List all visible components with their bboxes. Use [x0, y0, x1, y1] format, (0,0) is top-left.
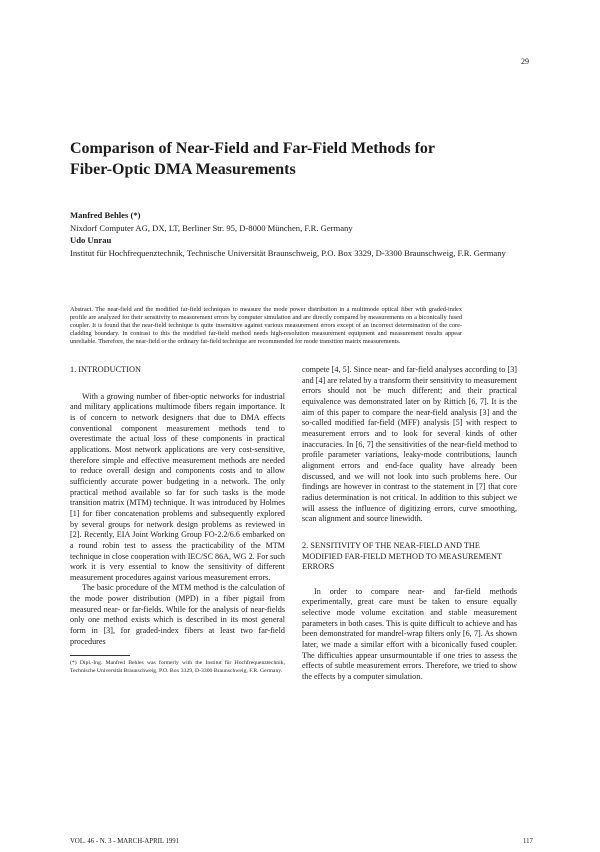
author-block [70, 209, 540, 259]
body-paragraph: The basic procedure of the MTM method is the calculation of the mode power distribution (MPD) in a fiber pigtail from measured near- or far-fields. While for the analysis of near-fields only one method exists which is described in its most general form in [3], for graded-index fibers at least two far-field procedures [70, 583, 285, 646]
paper-title: Comparison of Near-Field and Far-Field Methods for Fiber-Optic DMA Measurements [70, 140, 435, 178]
left-column [70, 365, 285, 675]
footnote-divider [70, 655, 130, 656]
section-heading-sensitivity: 2. SENSITIVITY OF THE NEAR-FIELD AND THE MODIFIED FAR-FIELD METHOD TO MEASUREMENT ERRORS [302, 540, 502, 572]
footer-journal: VOL. 46 - N. 3 - MARCH-APRIL 1991 [70, 838, 180, 845]
body-paragraph: In order to compare near- and far-field methods experimentally, great care must be taken to ensure equally selective mode volume excitation and stable measurement parameters in both cases. This is quite difficult to achieve and has been demonstrated for mandrel-wrap filters only [6, 7]. As shown later, we made a similar effort with a biconically fused coupler. The difficulties appear unsurmountable if one tries to assess the effects of subtle measurement errors. Therefore, we tried to show the effects by a computer simulation. [302, 586, 517, 682]
author-affiliation: Institut für Hochfrequenztechnik, Technische Universität Braunschweig, P.O. Box 3329, D-3300 Braunschweig, F.R. Germany [70, 247, 506, 258]
section-heading-introduction: 1. INTRODUCTION [70, 365, 141, 374]
author-name: Manfred Behles (*) [70, 210, 141, 220]
footer-page-number: 117 [523, 838, 533, 845]
abstract: Abstract. The near-field and the modified far-field techniques to measure the mode power distribution in a multimode optical fiber with graded-index profile are analyzed for their sensitivity to measurement errors by computer simulation and are directly compared by measurements on a biconically fused coupler. It is found that the near-field technique is quite insensitive against various measurement errors except of an incorrect determination of the core-cladding boundary. In contrast to this the modified far-field method needs high-resolution measurement equipment and measurement results appear unreliable. Therefore, the near-field or the ordinary far-field technique are recommended for mode transition matrix measurements. [70, 306, 462, 346]
right-column [302, 365, 517, 683]
author-name: Udo Unrau [70, 235, 112, 245]
body-paragraph: With a growing number of fiber-optic networks for industrial and military applications multimode fibers regain importance. It is of concern to network designers that due to DMA effects conventional component measurement methods tend to overestimate the actual loss of these components in practical applications. Most network applications are very cost-sensitive, therefore simple and effective measurement methods are needed to reduce overall design and components costs and to allow sufficiently accurate power budgeting in a network. The only practical method available so far for such tasks is the mode transition matrix (MTM) technique. It was introduced by Holmes [1] for fiber concatenation problems and subsequently explored by several groups for network design problems as reviewed in [2]. Recently, EIA Joint Working Group FO-2.2/6.6 embarked on a round robin test to assess the practicability of the MTM technique in close cooperation with IEC/SC 86A, WG 2. For such work it is very essential to know the sensitivity of different measurement procedures against various measurement errors. [70, 391, 285, 582]
page-number: 29 [521, 57, 529, 66]
footnote: (*) Dipl.-Ing. Manfred Behles was formerly with the Institut für Hochfrequenztechnik, Technische Universität Braunschweig, P.O. Box 3329, D-3300 Braunschweig, F.R. Germany. [70, 660, 285, 674]
author-affiliation: Nixdorf Computer AG, DX, LT, Berliner Str. 95, D-8000 München, F.R. Germany [70, 222, 353, 233]
body-paragraph: compete [4, 5]. Since near- and far-field analyses according to [3] and [4] are related by a transform their sensitivity to measurement errors should not be much different; and their practical equivalence was demonstrated later on by Rittich [6, 7]. It is the aim of this paper to compare the near-field analysis [3] and the so-called modified far-field (MFF) analysis [5] with respect to measurement errors and to look for several kinds of other inaccuracies. In [6, 7] the sensitivities of the near-field method to profile parameter variations, leaky-mode contributions, launch alignment errors and end-face quality have already been discussed, and we will not look into such problems here. Our findings are however in contrast to the statement in [7] that core radius determination is not critical. In addition to this subject we will assess the influence of digitizing errors, curve smoothing, scan alignment and source linewidth. [302, 365, 517, 524]
